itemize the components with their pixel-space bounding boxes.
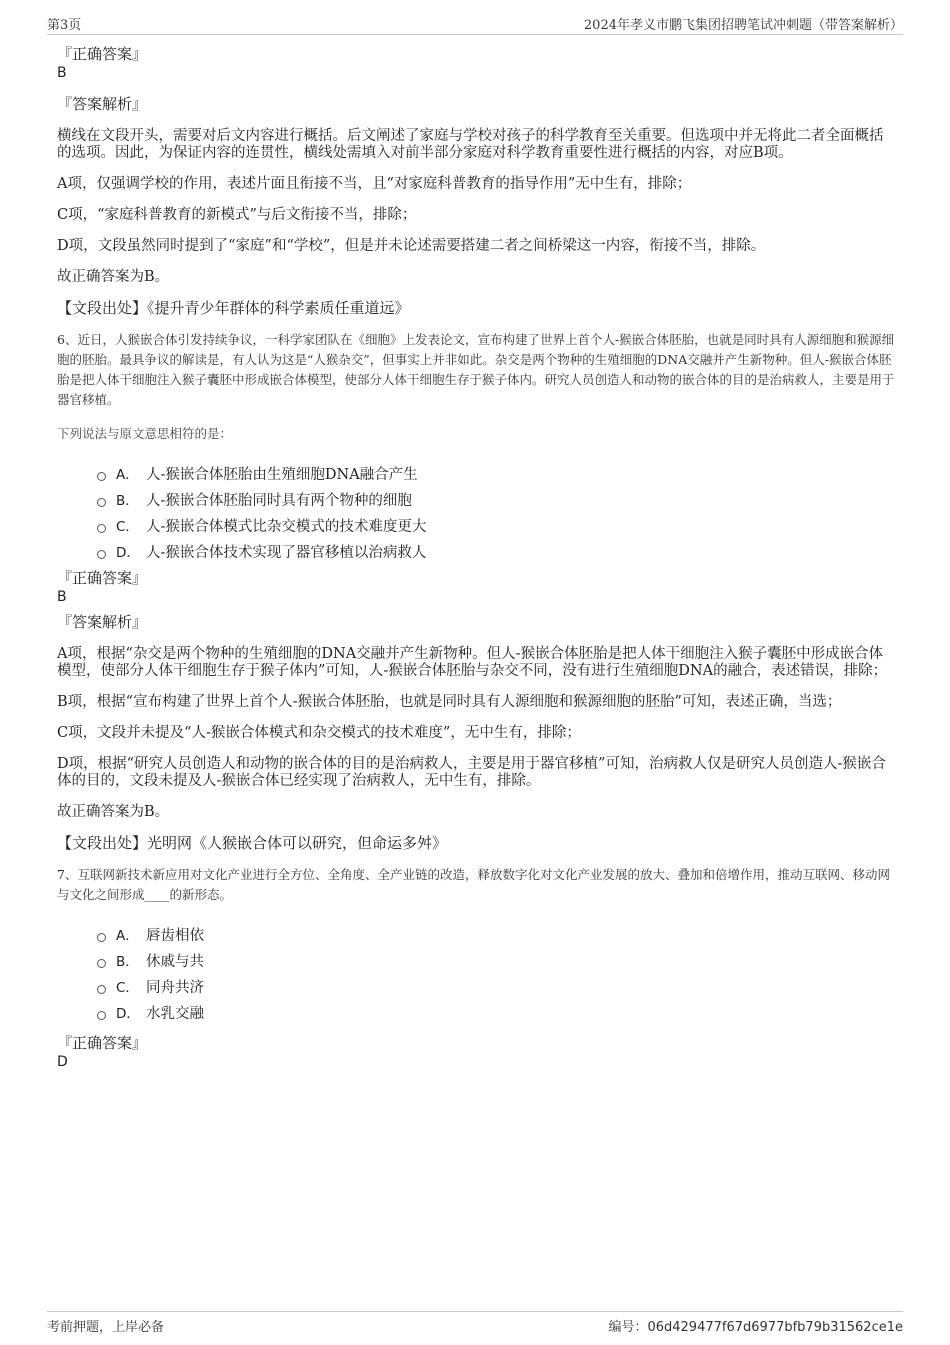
option-d[interactable] [97,999,897,1025]
page-content [57,44,897,1071]
radio-icon[interactable] [97,933,106,942]
document-title: 2024年孝义市鹏飞集团招聘笔试冲刺题（带答案解析） [583,18,903,33]
option-list [97,460,897,564]
radio-icon[interactable] [97,550,106,559]
code-label: 编号： [608,1320,648,1335]
correct-answer-value: B [57,65,67,81]
radio-icon[interactable] [97,985,106,994]
option-text: 唇齿相依 [146,927,204,944]
correct-answer-label: 『正确答案』 [57,569,148,587]
option-letter: B． [116,954,139,970]
document-code [608,1316,903,1335]
option-a[interactable] [97,921,897,947]
option-text: 人-猴嵌合体胚胎同时具有两个物种的细胞 [146,492,412,509]
analysis-label: 『答案解析』 [57,95,148,113]
option-c[interactable] [97,973,897,999]
option-letter: B． [116,493,139,509]
analysis-paragraph: 横线在文段开头，需要对后文内容进行概括。后文阐述了家庭与学校对孩子的科学教育至关重要。但选项中并无将此二者全面概括的选项。因此，为保证内容的连贯性，横线处需填入对前半部分家庭对科学教育重要性进行概括的内容，对应B项。 [57,128,884,161]
option-letter: D． [116,545,140,561]
source-citation: 【文段出处】《提升青少年群体的科学素质任重道远》 [57,299,410,317]
analysis-label: 『答案解析』 [57,613,148,631]
analysis-conclusion: 故正确答案为B。 [57,804,170,820]
option-list [97,921,897,1025]
option-a[interactable] [97,460,897,486]
page-footer [47,1311,903,1338]
option-text: 休戚与共 [146,953,204,970]
option-text: 人-猴嵌合体胚胎由生殖细胞DNA融合产生 [146,466,418,483]
option-c[interactable] [97,512,897,538]
option-text: 人-猴嵌合体模式比杂交模式的技术难度更大 [146,518,427,535]
footer-slogan: 考前押题，上岸必备 [47,1320,165,1335]
code-value: 06d429477f67d6977bfb79b31562ce1e [647,1320,903,1335]
analysis-paragraph: C项，文段并未提及“人-猴嵌合体模式和杂交模式的技术难度”，无中生有，排除； [57,725,581,741]
option-b[interactable] [97,486,897,512]
radio-icon[interactable] [97,472,106,481]
option-letter: A． [116,928,139,944]
option-letter: D． [116,1006,140,1022]
option-text: 水乳交融 [146,1005,204,1022]
correct-answer-label: 『正确答案』 [57,1034,148,1052]
option-d[interactable] [97,538,897,564]
radio-icon[interactable] [97,524,106,533]
option-letter: C． [116,980,139,996]
analysis-paragraph: A项，根据“杂交是两个物种的生殖细胞的DNA交融并产生新物种。但人-猴嵌合体胚胎是把人体干细胞注入猴子囊胚中形成嵌合体模型，使部分人体干细胞生存于猴子体内”可知，人-猴嵌合体胚胎与杂交不同，没有进行生殖细胞DNA的融合，表述错误，排除； [57,646,888,679]
option-text: 人-猴嵌合体技术实现了器官移植以治病救人 [146,544,427,561]
correct-answer-label: 『正确答案』 [57,45,148,63]
correct-answer-value: D [57,1054,68,1070]
analysis-paragraph: A项，仅强调学校的作用，表述片面且衔接不当，且“对家庭科普教育的指导作用”无中生有，排除； [57,176,692,192]
radio-icon[interactable] [97,959,106,968]
radio-icon[interactable] [97,498,106,507]
analysis-paragraph: C项，“家庭科普教育的新模式”与后文衔接不当，排除； [57,207,417,223]
page-header [47,12,903,35]
correct-answer-value: B [57,589,67,605]
analysis-paragraph: B项，根据“宣布构建了世界上首个人-猴嵌合体胚胎，也就是同时具有人源细胞和猴源细胞的胚胎”可知，表述正确，当选； [57,694,842,710]
question-stem: 下列说法与原文意思相符的是： [57,426,233,441]
source-citation: 【文段出处】光明网《人猴嵌合体可以研究，但命运多舛》 [57,834,448,852]
radio-icon[interactable] [97,1011,106,1020]
question-text: 7、互联网新技术新应用对文化产业进行全方位、全角度、全产业链的改造，释放数字化对文化产业发展的放大、叠加和倍增作用，推动互联网、移动网与文化之间形成____的新形态。 [57,867,890,902]
option-letter: A． [116,467,139,483]
analysis-conclusion: 故正确答案为B。 [57,269,170,285]
option-letter: C． [116,519,139,535]
option-b[interactable] [97,947,897,973]
analysis-paragraph: D项，文段虽然同时提到了“家庭”和“学校”，但是并未论述需要搭建二者之间桥梁这一内容，衔接不当，排除。 [57,238,766,254]
analysis-paragraph: D项，根据“研究人员创造人和动物的嵌合体的目的是治病救人，主要是用于器官移植”可知，治病救人仅是研究人员创造人-猴嵌合体的目的，文段未提及人-猴嵌合体已经实现了治病救人，无中生有，排除。 [57,756,886,789]
question-text: 6、近日，人猴嵌合体引发持续争议，一科学家团队在《细胞》上发表论文，宣布构建了世界上首个人-猴嵌合体胚胎，也就是同时具有人源细胞和猴源细胞的胚胎。最具争议的解读是，有人认为这是“人猴杂交”，但事实上并非如此。杂交是两个物种的生殖细胞的DNA交融并产生新物种。但人-猴嵌合体胚胎是把人体干细胞注入猴子囊胚中形成嵌合体模型，使部分人体干细胞生存于猴子体内。研究人员创造人和动物的嵌合体的目的是治病救人，主要是用于器官移植。 [57,332,895,407]
page-number: 第3页 [47,18,82,33]
option-text: 同舟共济 [146,979,204,996]
